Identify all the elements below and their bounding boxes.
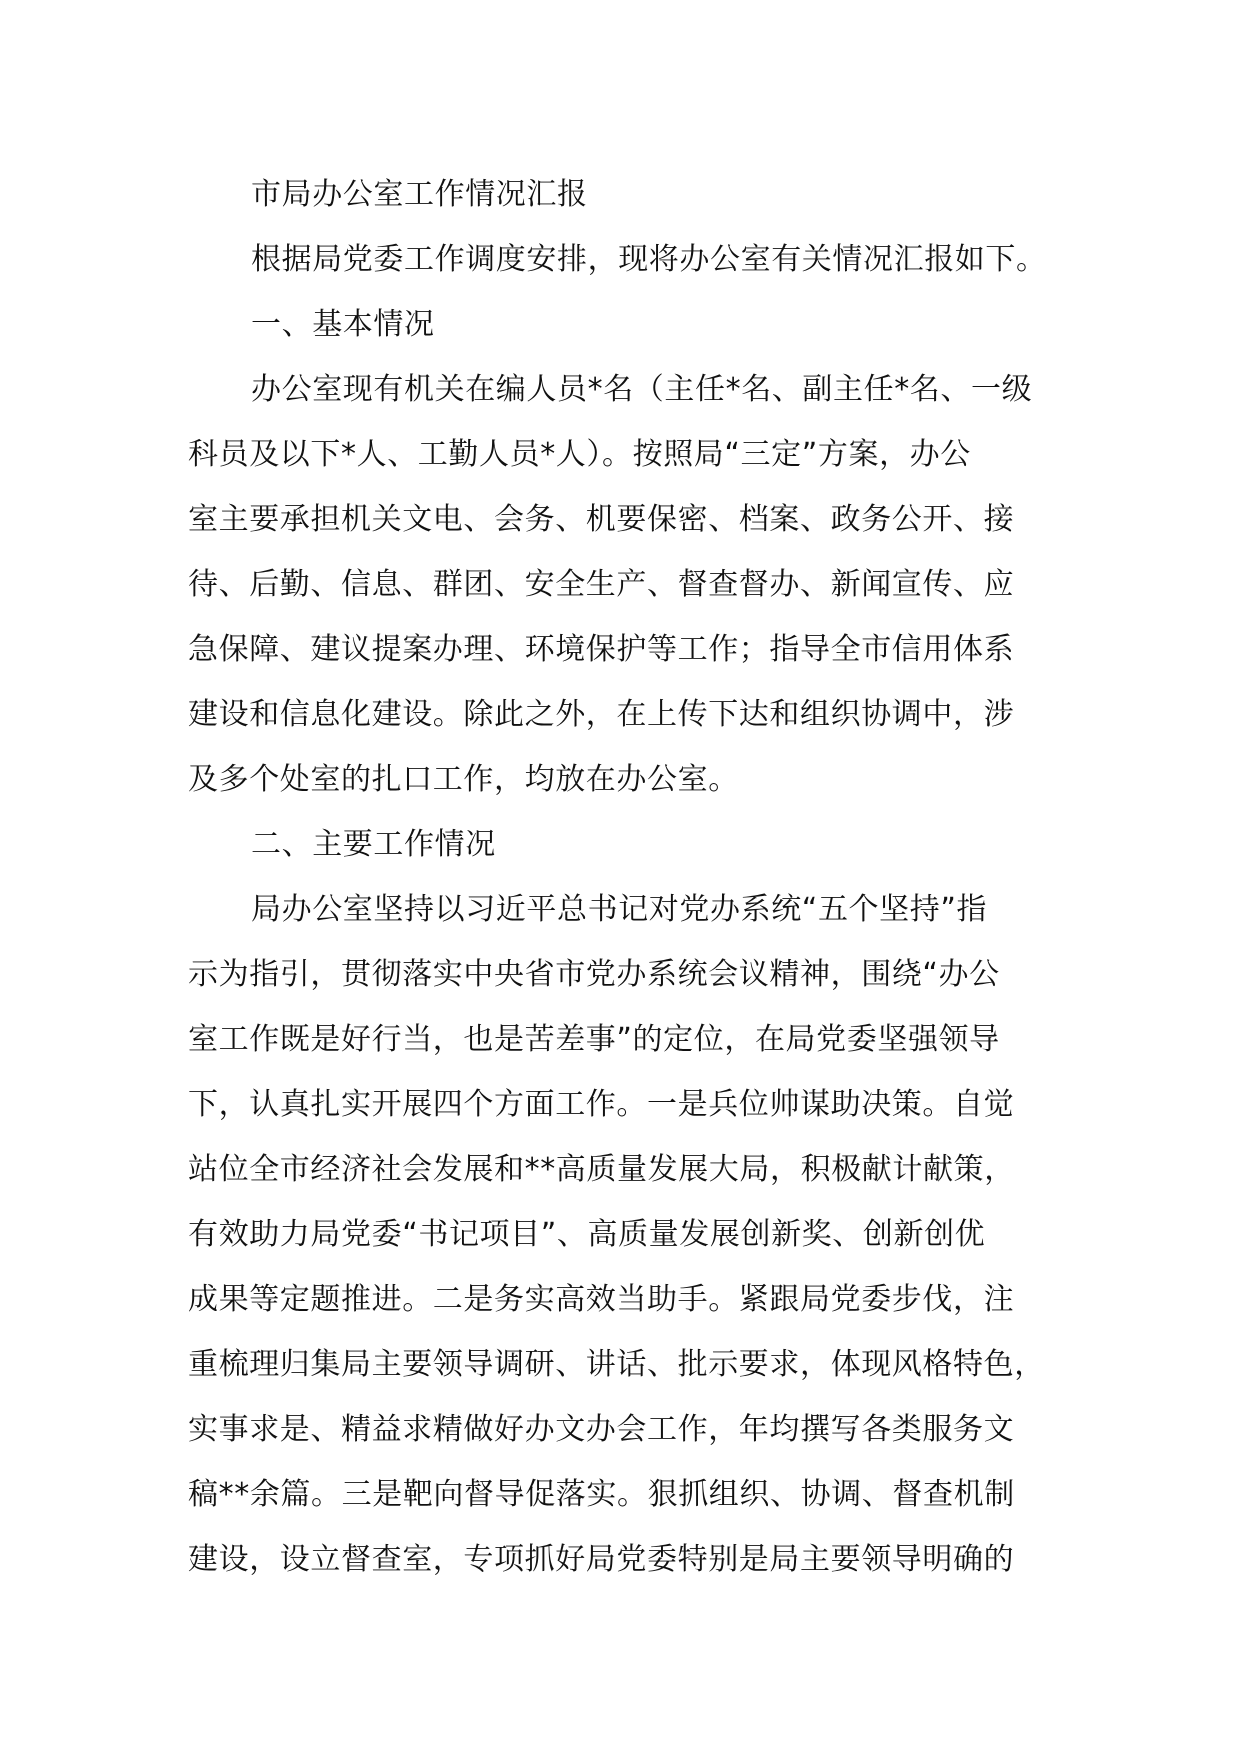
paragraph-line: 局办公室坚持以习近平总书记对党办系统“五个坚持”指 [251, 892, 988, 927]
paragraph-line: 急保障、建议提案办理、环境保护等工作；指导全市信用体系 [188, 632, 1015, 667]
paragraph-line: 科员及以下*人、工勤人员*人）。按照局“三定”方案，办公 [188, 437, 971, 472]
paragraph-line: 实事求是、精益求精做好办文办会工作，年均撰写各类服务文 [188, 1412, 1015, 1447]
document-page [188, 162, 1052, 1592]
paragraph-line: 建设和信息化建设。除此之外，在上传下达和组织协调中，涉 [188, 697, 1015, 732]
paragraph-line: 下，认真扎实开展四个方面工作。一是兵位帅谋助决策。自觉 [188, 1087, 1015, 1122]
paragraph-line: 办公室现有机关在编人员*名（主任*名、副主任*名、一级 [251, 372, 1033, 407]
paragraph-line: 室主要承担机关文电、会务、机要保密、档案、政务公开、接 [188, 502, 1015, 537]
paragraph-line: 站位全市经济社会发展和**高质量发展大局，积极献计献策， [188, 1152, 1015, 1187]
paragraph-line: 待、后勤、信息、群团、安全生产、督查督办、新闻宣传、应 [188, 567, 1015, 602]
document-title: 市局办公室工作情况汇报 [251, 177, 588, 212]
paragraph-line: 稿**余篇。三是靶向督导促落实。狠抓组织、协调、督查机制 [188, 1477, 1015, 1512]
section-heading-work: 二、主要工作情况 [251, 827, 496, 862]
paragraph-line: 示为指引，贯彻落实中央省市党办系统会议精神，围绕“办公 [188, 957, 1000, 992]
paragraph-line: 有效助力局党委“书记项目”、高质量发展创新奖、创新创优 [188, 1217, 986, 1252]
paragraph-line: 重梳理归集局主要领导调研、讲话、批示要求，体现风格特色， [188, 1347, 1045, 1382]
intro-line: 根据局党委工作调度安排，现将办公室有关情况汇报如下。 [251, 242, 1047, 277]
paragraph-line: 建设，设立督查室，专项抓好局党委特别是局主要领导明确的 [188, 1542, 1015, 1577]
paragraph-line: 成果等定题推进。二是务实高效当助手。紧跟局党委步伐，注 [188, 1282, 1015, 1317]
paragraph-line: 室工作既是好行当，也是苦差事”的定位，在局党委坚强领导 [188, 1022, 1000, 1057]
section-heading-basic: 一、基本情况 [251, 307, 435, 342]
paragraph-line: 及多个处室的扎口工作，均放在办公室。 [188, 762, 739, 797]
